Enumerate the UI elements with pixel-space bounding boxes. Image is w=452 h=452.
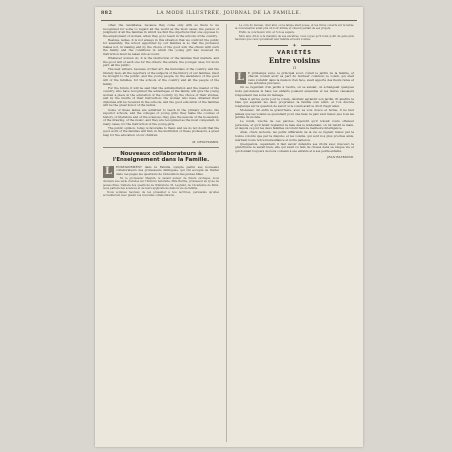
page-number: 882	[101, 11, 113, 16]
paragraph: Le voisin, touché de ces paroles, répondit qu'il n'avait voulu offenser personne, et qu'il ferait replanter la haie dès le lendemain; on lui tendit la main, et depuis ce jour les deux familles vécurent dans la meilleure intelligence.	[235, 119, 354, 131]
section-title: Nouveaux collaborateurs à l'Enseignement dans la Famille.	[112, 150, 210, 163]
running-title: LA MODE ILLUSTRÉE, JOURNAL DE LA FAMILLE.	[156, 11, 302, 16]
paragraph: The public opinion, today, is favorable to them; and we do not doubt that the good work of the families will find, in the institution of these professors, a great help for the education of our children.	[103, 125, 219, 137]
paragraph: Enfin, la conclusion vint, et l'on se sépara.	[239, 31, 295, 34]
ornament-divider	[235, 43, 354, 49]
paragraph: Monsieur, dit enfin la grand'mère, avec sa voix douce et ferme, il ne faut jamais que les voisins se querellent pour une haie; la paix vaut mieux que tous les jardins du monde.	[235, 107, 354, 120]
section-paragraph-first	[103, 166, 219, 177]
paragraph: Mais il arriva qu'un jour le voisin, désirant agrandir son jardin, fit abattre la haie qui séparait les deux propriétés; la famille s'en émut, et l'on discuta longtemps sur la question de savoir si le voisin avait le droit d'agir ainsi.	[235, 96, 354, 108]
magazine-page	[95, 7, 363, 447]
paragraph: other, the candidates, because they come only with us there to be recognized for some to regard all the world as the most cases, the person of judgment of all the families in which we find the objections that one opposes to the employment of women, when they go to teach in the schools of the country.	[103, 24, 219, 38]
signature: M. DESCHAMPS.	[192, 139, 219, 144]
drop-cap-initial: L	[236, 72, 245, 84]
ornament-line	[258, 45, 288, 46]
right-column	[235, 24, 354, 444]
paragraph: For the future it will be said that the administration and the master of the country, who have recognized the advantages of the family, will give the young women a place in the education of the country, by the choice of their studies, and by the merits of their instruction; the women who have obtained their diplomas will be received in the schools, and the good education of the families will be the great honor of the nation.	[103, 85, 219, 108]
paragraph: Ainsi, chers lecteurs, les petits différends de la vie se règlent mieux par la bonne volonté que par la dispute; et les voisins, qui sont nos plus proches amis, méritent toute notre bienveillance et notre patience.	[235, 130, 354, 142]
paragraph: Mon ami, dit-il, à la manière de ses ancêtres, vous voyez qu'il n'est point de gens plus heureux que ceux qui aiment leur famille et leurs voisins.	[235, 34, 354, 41]
paragraph: On se regardait d'un jardin à l'autre, on se saluait, on échangeait quelques mots par-dessus la haie; les enfants jouaient ensemble et les mères causaient longuement des soins du ménage.	[235, 85, 354, 97]
paragraph: Quelquefois, cependant, il faut savoir défendre ses droits avec douceur; la grand'mère le savait bien, elle qui avait vu tant de choses dans sa longue vie et qui donnait toujours de bons conseils à ses enfants et à ses petits-enfants.	[235, 141, 354, 153]
paragraph: Some of these ladies are admitted to teach in the primary schools, the superior schools, and the colleges of young girls; they make the courses of history, of literature and of the sciences; they give the lessons of the household, of the drawing, of the music, and they are recognized as the most competent, in many cases, for the instruction of the young girls.	[103, 107, 219, 126]
paragraph-text: E printemps venu, le principal souci c'était le jardin de la famille, et chacun voulait avoir sa part du bonheur commun; le voisin, qui était venu s'établir dans la maison d'en face, avait apporté des fleurs rares et des arbustes précieux.	[248, 70, 354, 86]
paragraph: Besides, ladies, it is not always in this situation that we confront the public for assembly; the school appointed by our families is so that the professor makes not, in making and by the choice of the good will, the others with such the family and the conditions in which the young girl has received its instruction must be taken into account.	[103, 37, 219, 56]
section-divider	[103, 147, 219, 148]
article-paragraph-first	[235, 72, 354, 86]
ornament-line	[301, 45, 331, 46]
column-divider	[226, 24, 227, 442]
ornament-glyph-icon: ✦	[292, 43, 297, 50]
paragraph: Whatever women do, it is the instruction of the families that matters, and the good will of each one for the others; the elders, the younger ones, for more part, all the public.	[103, 56, 219, 68]
paragraph-text: ENSEIGNEMENT dans la Famille compte parmi ses nouveaux collaborateurs des professeurs distingués, qui ont accepté de traiter dans ces pages les questions de l'éducation des jeunes filles.	[116, 164, 219, 177]
rubric-heading: VARIÉTÉS	[277, 50, 312, 57]
drop-cap-initial: L	[104, 166, 113, 178]
paragraph: The best writers, because of their art, the historians of the country, and the literary men, all the reporters of the subjects of the history of our families, must be brought to the public, and the young people, by the assistance of the good will of the families, for the schools of the country and all the people of the family.	[103, 67, 219, 86]
left-column	[103, 24, 219, 444]
paragraph: Nous sommes heureux de les présenter à nos lectrices, persuadés qu'elles accueilleront avec plaisir ces nouvelles collaborations.	[103, 190, 219, 197]
article-signature: JEAN RAYMOND.	[327, 155, 354, 160]
header-rule	[101, 20, 357, 21]
paragraph: Le coin du bureau, cher ami, où la lampe était posée, et les livres ouverts sur la table; la conversation avait pris un tour intime et chacun parlait de ses projets.	[235, 24, 354, 31]
paragraph: M. le professeur Magnin, le savant auteur de divers ouvrages, nous donnera une série d'études sur l'histoire naturelle; Mlle Berthe, professeur au lycée de jeunes filles, traitera des questions de littérature; M. Legrand, de l'Académie de Paris, nous parlera des sciences et de leurs applications dans la vie de famille.	[103, 177, 219, 190]
article-title: Entre voisins	[268, 56, 321, 66]
chapter-numeral: II	[293, 65, 296, 70]
